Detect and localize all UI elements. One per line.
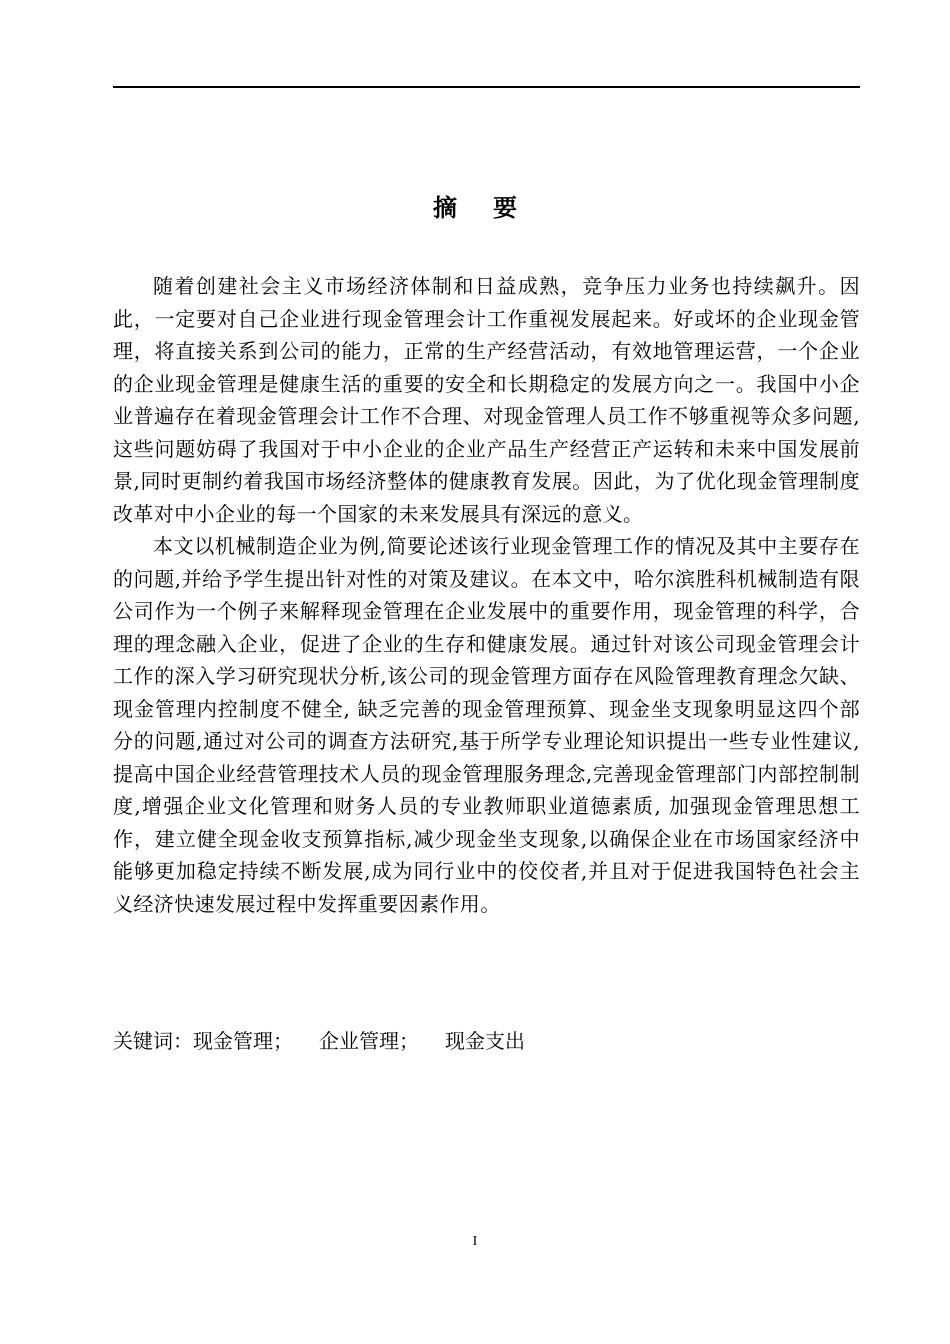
keywords-line xyxy=(113,1025,525,1057)
keyword-item: 企业管理； xyxy=(319,1029,419,1053)
keyword-item: 现金支出 xyxy=(445,1029,525,1053)
abstract-body xyxy=(113,270,860,920)
keyword-item: 现金管理； xyxy=(193,1029,293,1053)
header-rule xyxy=(113,86,860,88)
page-number: I xyxy=(472,1234,478,1249)
abstract-paragraph-2: 本文以机械制造企业为例,简要论述该行业现金管理工作的情况及其中主要存在的问题,并给予学生提出针对性的对策及建议。在本文中，哈尔滨胜科机械制造有限公司作为一个例子来解释现金管理在企业发展中的重要作用，现金管理的科学，合理的理念融入企业，促进了企业的生存和健康发展。通过针对该公司现金管理会计工作的深入学习研究现状分析,该公司的现金管理方面存在风险管理教育理念欠缺、现金管理内控制度不健全, 缺乏完善的现金管理预算、现金坐支现象明显这四个部分的问题,通过对公司的调查方法研究,基于所学专业理论知识提出一些专业性建议,提高中国企业经营管理技术人员的现金管理服务理念,完善现金管理部门内部控制制度,增强企业文化管理和财务人员的专业教师职业道德素质, 加强现金管理思想工作，建立健全现金收支预算指标,减少现金坐支现象,以确保企业在市场国家经济中能够更加稳定持续不断发展,成为同行业中的佼佼者,并且对于促进我国特色社会主义经济快速发展过程中发挥重要因素作用。 xyxy=(113,534,860,916)
page-title: 摘要 xyxy=(433,194,553,222)
keywords-label: 关键词： xyxy=(113,1029,193,1053)
abstract-paragraph-1: 随着创建社会主义市场经济体制和日益成熟，竞争压力业务也持续飙升。因此，一定要对自己企业进行现金管理会计工作重视发展起来。好或坏的企业现金管理，将直接关系到公司的能力，正常的生产经营活动，有效地管理运营，一个企业的企业现金管理是健康生活的重要的安全和长期稳定的发展方向之一。我国中小企业普遍存在着现金管理会计工作不合理、对现金管理人员工作不够重视等众多问题,这些问题妨碍了我国对于中小企业的企业产品生产经营正产运转和未来中国发展前景,同时更制约着我国市场经济整体的健康教育发展。因此，为了优化现金管理制度改革对中小企业的每一个国家的未来发展具有深远的意义。 xyxy=(113,274,860,526)
